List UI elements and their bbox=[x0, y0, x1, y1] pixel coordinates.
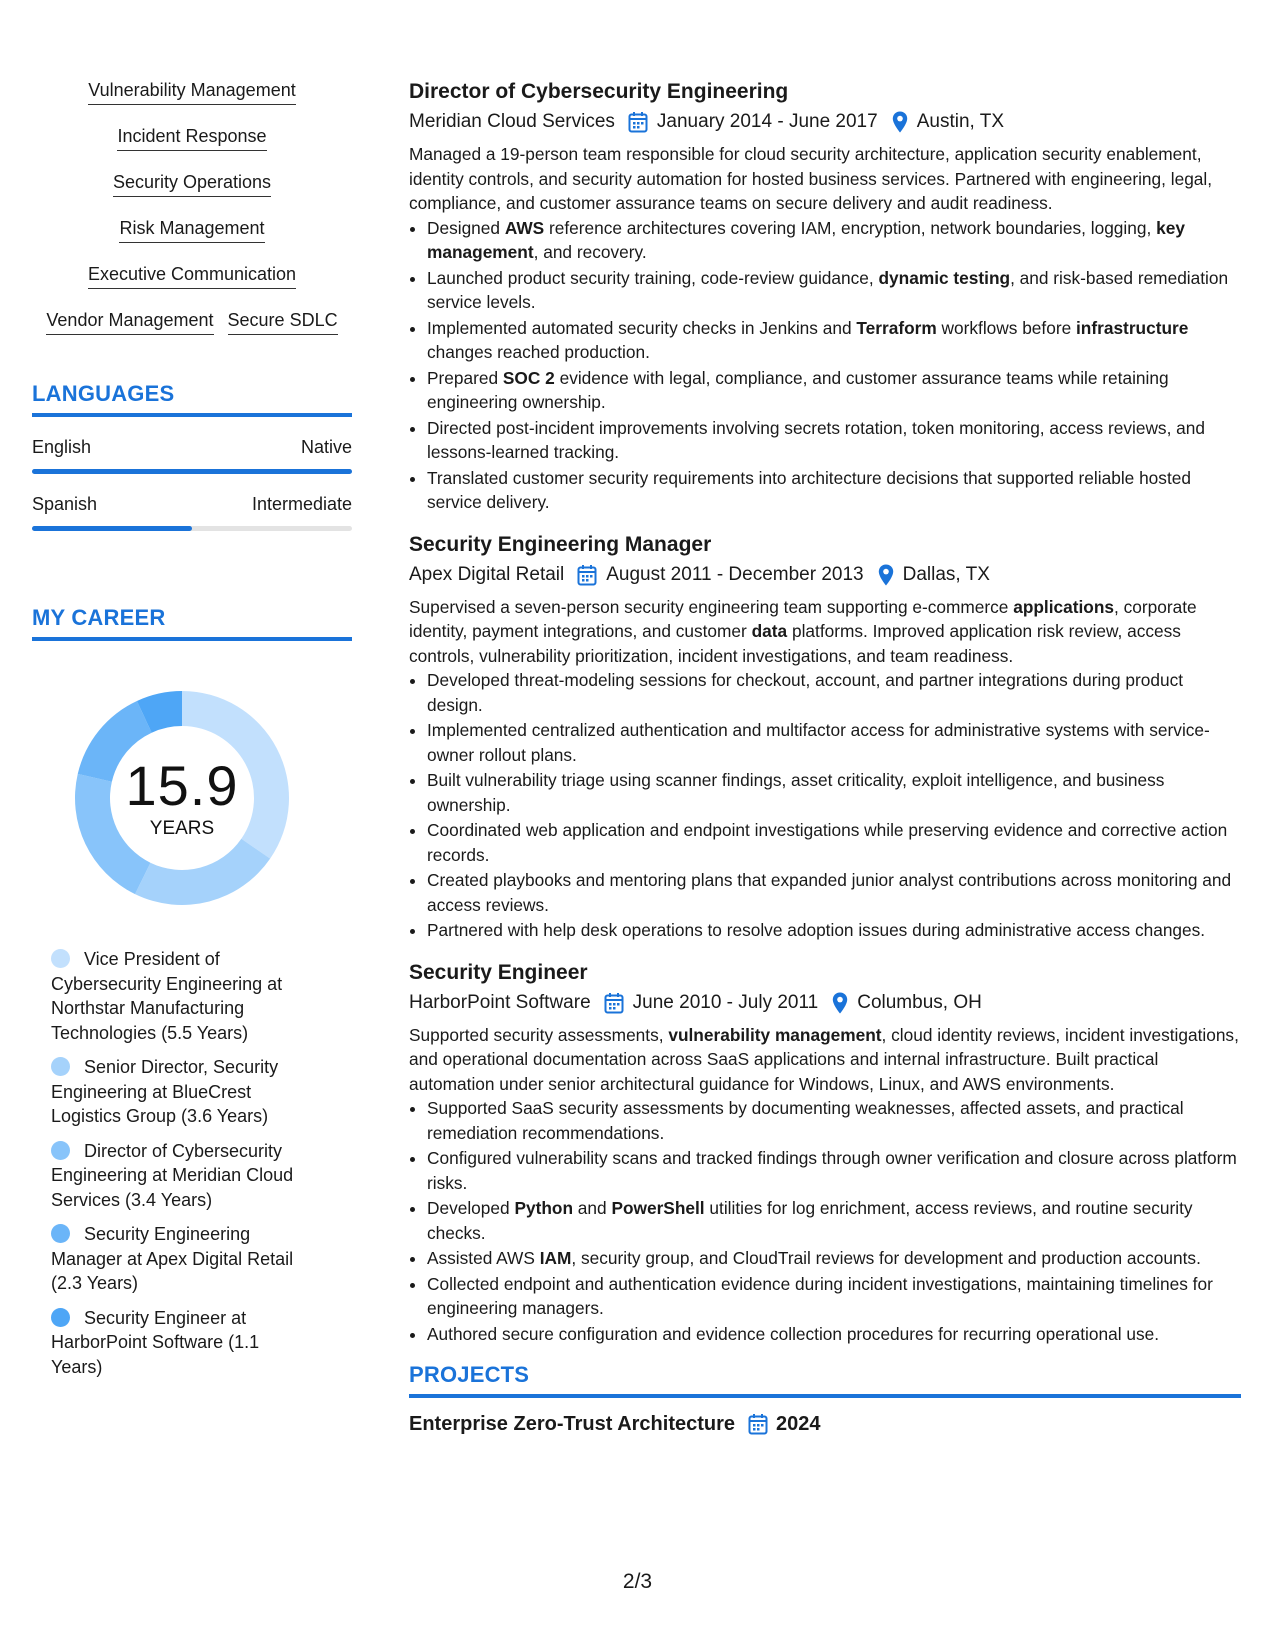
bullet-item: • Created playbooks and mentoring plans that expanded junior analyst contributions across monitoring and access reviews. bbox=[427, 868, 1241, 917]
bullet-item: • Supported SaaS security assessments by documenting weaknesses, affected assets, and practical remediation recommendations. bbox=[427, 1096, 1241, 1145]
project-item bbox=[409, 1410, 1241, 1438]
legend-label: Security Engineering Manager at Apex Digital Retail (2.3 Years) bbox=[51, 1224, 294, 1293]
skills-row bbox=[32, 216, 352, 243]
experience-entry bbox=[409, 959, 1241, 1347]
skills-row bbox=[32, 170, 352, 197]
calendar-icon bbox=[628, 111, 648, 133]
job-dates: August 2011 - December 2013 bbox=[606, 563, 864, 585]
bullet-item: • Directed post-incident improvements involving secrets rotation, token monitoring, access reviews, and lessons-learned tracking. bbox=[427, 416, 1241, 465]
bullet-item: • Collected endpoint and authentication evidence during incident investigations, maintaining timelines for engineering managers. bbox=[427, 1272, 1241, 1321]
career-total-years: 15.9 bbox=[125, 754, 239, 817]
skills-row bbox=[32, 308, 352, 335]
legend-dot-icon bbox=[51, 949, 70, 968]
bullet-item: • Built vulnerability triage using scanner findings, asset criticality, exploit intelligence, and business ownership. bbox=[427, 768, 1241, 817]
career-legend-item bbox=[51, 1139, 311, 1213]
job-location: Dallas, TX bbox=[902, 563, 990, 585]
map-pin-icon bbox=[832, 992, 848, 1014]
job-summary: Supervised a seven-person security engineering team supporting e-commerce applications, corporate identity, payment integrations, and customer data platforms. Improved application risk review, access controls, vulnerability prioritization, incident investigations, and team readiness. bbox=[409, 596, 1197, 666]
legend-label: Security Engineer at HarborPoint Software (1.1 Years) bbox=[51, 1307, 260, 1377]
skill-tag: Secure SDLC bbox=[228, 308, 338, 335]
bullet-item: • Configured vulnerability scans and tracked findings through owner verification and closure across platform risks. bbox=[427, 1146, 1241, 1195]
bullet-item: • Designed AWS reference architectures covering IAM, encryption, network boundaries, logging, key management, and recovery. bbox=[427, 216, 1241, 265]
languages-section bbox=[32, 381, 352, 531]
job-title: Director of Cybersecurity Engineering bbox=[409, 80, 789, 103]
skills-row bbox=[32, 124, 352, 151]
job-meta bbox=[409, 108, 1241, 136]
job-summary: Supported security assessments, vulnerability management, cloud identity reviews, incident investigations, and operational documentation across SaaS applications and internal infrastructure. Built practical automation under senior architectural guidance for Windows, Linux, and AWS environments. bbox=[409, 1024, 1239, 1094]
language-level: Intermediate bbox=[251, 494, 352, 514]
skill-tag: Executive Communication bbox=[88, 262, 296, 289]
job-meta bbox=[409, 561, 1241, 589]
language-proficiency-bar bbox=[32, 526, 352, 531]
job-meta bbox=[409, 989, 1241, 1017]
career-legend-item bbox=[51, 1306, 311, 1380]
bullet-item: • Coordinated web application and endpoint investigations while preserving evidence and corrective action records. bbox=[427, 818, 1241, 867]
project-year: 2024 bbox=[776, 1413, 821, 1435]
job-summary: Managed a 19-person team responsible for cloud security architecture, application security enablement, identity controls, and security automation for hosted business services. Partnered with engineering, legal, compliance, and customer assurance teams on secure delivery and audit readiness. bbox=[409, 144, 1213, 213]
language-item bbox=[32, 435, 352, 474]
language-item bbox=[32, 492, 352, 531]
legend-dot-icon bbox=[51, 1224, 70, 1243]
career-total-unit: YEARS bbox=[149, 818, 215, 839]
career-donut-chart bbox=[67, 683, 297, 913]
legend-label: Senior Director, Security Engineering at BlueCrest Logistics Group (3.6 Years) bbox=[51, 1057, 279, 1126]
bullet-item: • Authored secure configuration and evidence collection procedures for recurring operational use. bbox=[427, 1322, 1241, 1347]
legend-label: Director of Cybersecurity Engineering at Meridian Cloud Services (3.4 Years) bbox=[51, 1140, 294, 1210]
map-pin-icon bbox=[878, 564, 894, 586]
legend-label: Vice President of Cybersecurity Engineering at Northstar Manufacturing Technologies (5.5 Years) bbox=[51, 949, 283, 1043]
job-bullets bbox=[409, 1096, 1241, 1346]
legend-dot-icon bbox=[51, 1141, 70, 1160]
skill-tag: Vendor Management bbox=[46, 308, 213, 335]
bullet-item: • Translated customer security requirements into architecture decisions that supported reliable hosted service delivery. bbox=[427, 466, 1241, 515]
legend-dot-icon bbox=[51, 1308, 70, 1327]
career-legend-item bbox=[51, 1222, 311, 1296]
job-location: Austin, TX bbox=[916, 111, 1005, 132]
project-name: Enterprise Zero-Trust Architecture bbox=[409, 1413, 736, 1435]
bullet-item: • Developed threat-modeling sessions for checkout, account, and partner integrations during product design. bbox=[427, 668, 1241, 717]
calendar-icon bbox=[748, 1413, 768, 1435]
skills-row bbox=[32, 78, 352, 105]
career-legend-item bbox=[51, 947, 311, 1045]
skill-tag: Security Operations bbox=[113, 170, 271, 197]
page-number: 2/3 bbox=[622, 1570, 653, 1593]
skill-tag: Risk Management bbox=[119, 216, 264, 243]
map-pin-icon bbox=[892, 111, 908, 133]
languages-heading: LANGUAGES bbox=[32, 381, 352, 417]
job-bullets bbox=[409, 668, 1241, 943]
experience-entry bbox=[409, 531, 1241, 943]
bullet-item: • Developed Python and PowerShell utilities for log enrichment, access reviews, and routine security checks. bbox=[427, 1196, 1241, 1245]
job-title: Security Engineering Manager bbox=[409, 532, 712, 556]
bullet-item: • Implemented automated security checks in Jenkins and Terraform workflows before infrastructure changes reached production. bbox=[427, 316, 1241, 365]
legend-dot-icon bbox=[51, 1057, 70, 1076]
skill-tag: Incident Response bbox=[117, 124, 266, 151]
projects-section bbox=[409, 1362, 1241, 1438]
company-name: Apex Digital Retail bbox=[409, 563, 565, 585]
skills-list bbox=[32, 78, 352, 335]
projects-heading: PROJECTS bbox=[409, 1362, 1241, 1398]
bullet-item: • Launched product security training, code-review guidance, dynamic testing, and risk-based remediation service levels. bbox=[427, 266, 1241, 315]
career-section bbox=[32, 605, 352, 1379]
job-location: Columbus, OH bbox=[857, 991, 982, 1013]
company-name: Meridian Cloud Services bbox=[409, 111, 615, 132]
left-column bbox=[32, 78, 352, 1389]
language-name: Spanish bbox=[32, 494, 98, 514]
language-name: English bbox=[32, 437, 92, 457]
job-dates: June 2010 - July 2011 bbox=[632, 991, 819, 1013]
bullet-item: • Partnered with help desk operations to resolve adoption issues during administrative access changes. bbox=[427, 918, 1241, 943]
career-heading: MY CAREER bbox=[32, 605, 352, 641]
bullet-item: • Prepared SOC 2 evidence with legal, compliance, and customer assurance teams while retaining engineering ownership. bbox=[427, 366, 1241, 415]
job-title: Security Engineer bbox=[409, 960, 588, 984]
language-level: Native bbox=[300, 437, 352, 457]
language-proficiency-bar bbox=[32, 469, 352, 474]
right-column bbox=[409, 78, 1241, 1438]
language-proficiency-fill bbox=[32, 469, 352, 474]
experience-entry bbox=[409, 78, 1241, 515]
bullet-item: • Implemented centralized authentication and multifactor access for administrative systems with service-owner rollout plans. bbox=[427, 718, 1241, 767]
career-legend bbox=[32, 947, 352, 1379]
skill-tag: Vulnerability Management bbox=[88, 78, 295, 105]
experience-list bbox=[409, 78, 1241, 1346]
bullet-item: • Assisted AWS IAM, security group, and CloudTrail reviews for development and production accounts. bbox=[427, 1246, 1241, 1271]
job-dates: January 2014 - June 2017 bbox=[656, 111, 878, 132]
calendar-icon bbox=[577, 564, 597, 586]
career-legend-item bbox=[51, 1055, 311, 1129]
company-name: HarborPoint Software bbox=[409, 991, 591, 1013]
job-bullets bbox=[409, 216, 1241, 515]
skills-row bbox=[32, 262, 352, 289]
calendar-icon bbox=[604, 992, 624, 1014]
language-proficiency-fill bbox=[32, 526, 192, 531]
